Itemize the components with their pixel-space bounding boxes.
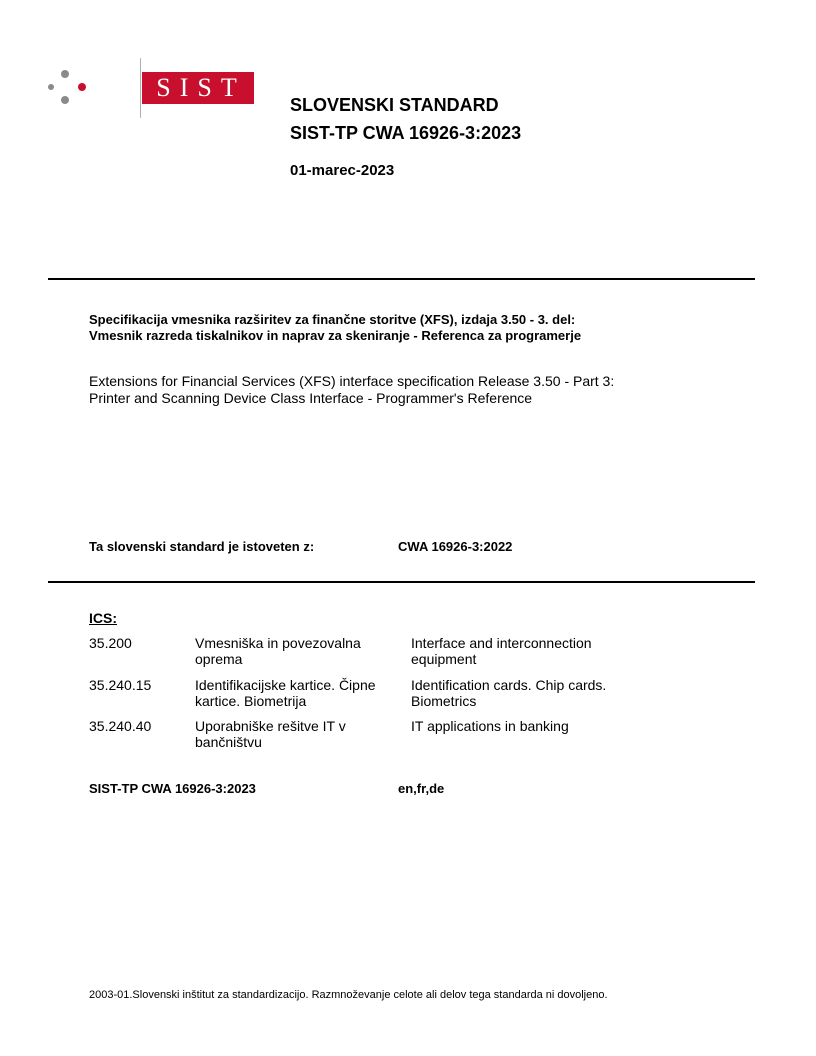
- sist-logo: [46, 58, 246, 118]
- copyright-notice: 2003-01.Slovenski inštitut za standardizacijo. Razmnoževanje celote ali delov tega standarda ni dovoljeno.: [89, 989, 608, 1001]
- ics-code: 35.240.40: [89, 718, 152, 734]
- divider-bottom: [48, 581, 755, 583]
- logo-dot: [48, 84, 54, 90]
- ics-description-sl: Vmesniška in povezovalna oprema: [195, 635, 361, 667]
- logo-divider: [140, 58, 141, 118]
- title-slovenian: [89, 312, 749, 344]
- ics-heading: ICS:: [89, 610, 117, 626]
- standard-code: SIST-TP CWA 16926-3:2023: [290, 123, 522, 143]
- ics-description-sl: Identifikacijske kartice. Čipne kartice. Biometrija: [195, 677, 376, 709]
- title-english-line: Printer and Scanning Device Class Interface - Programmer's Reference: [89, 390, 533, 406]
- ics-description-en: Identification cards. Chip cards. Biometrics: [411, 677, 607, 709]
- title-english: [89, 373, 749, 407]
- ics-description-en: IT applications in banking: [411, 718, 569, 734]
- document-code: SIST-TP CWA 16926-3:2023: [89, 781, 256, 796]
- logo-dot: [78, 83, 86, 91]
- ics-description-sl: Uporabniške rešitve IT v bančništvu: [195, 718, 346, 750]
- title-slovenian-line: Specifikacija vmesnika razširitev za finančne storitve (XFS), izdaja 3.50 - 3. del:: [89, 312, 576, 327]
- title-english-line: Extensions for Financial Services (XFS) interface specification Release 3.50 - Part 3:: [89, 373, 615, 389]
- logo-dot: [61, 96, 69, 104]
- ics-code: 35.200: [89, 635, 132, 651]
- publication-date: 01-marec-2023: [290, 162, 395, 179]
- divider-top: [48, 278, 755, 280]
- standard-type: SLOVENSKI STANDARD: [290, 95, 499, 115]
- identical-label: Ta slovenski standard je istoveten z:: [89, 539, 315, 554]
- logo-dot: [61, 70, 69, 78]
- logo-wordmark: SIST: [156, 73, 246, 102]
- document-languages: en,fr,de: [398, 781, 445, 796]
- title-slovenian-line: Vmesnik razreda tiskalnikov in naprav za skeniranje - Referenca za programerje: [89, 328, 582, 343]
- identical-value: CWA 16926-3:2022: [398, 539, 513, 554]
- ics-code: 35.240.15: [89, 677, 152, 693]
- ics-description-en: Interface and interconnection equipment: [411, 635, 592, 667]
